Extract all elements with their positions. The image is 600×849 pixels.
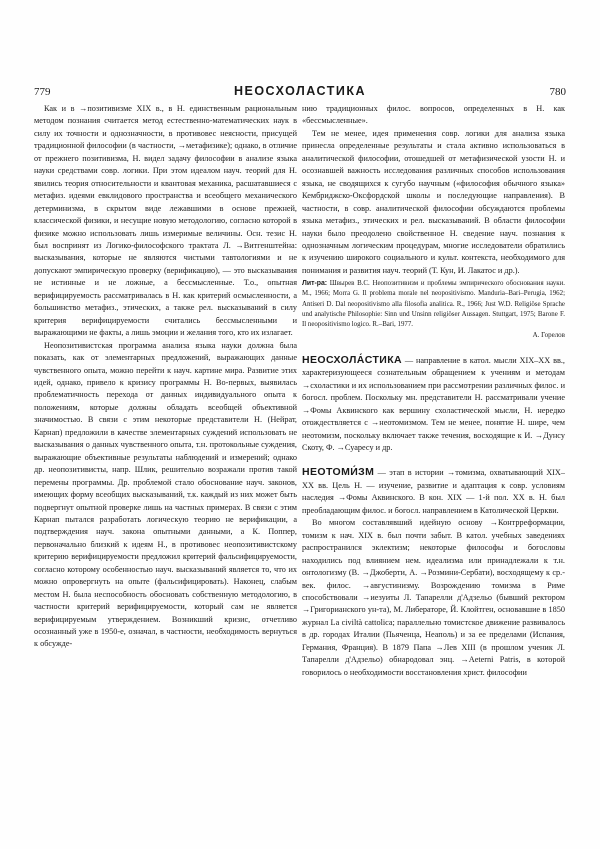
paragraph: Как и в →позитивизме XIX в., в Н. единственным рациональным методом познания считается метод естественно-математических наук в силу их точности и однозначности, в противовес неясности, присущей традиционной философии (в частности, →метафизике); однако, в отличие от прежнего позитивизма, Н. видел задачу философии в анализе языка науки средствами совр. логики. При этом идеалом науч. теорий для Н. явились теория относительности и квантовая механика, расшатавшиеся с метафиз. идеями евклидового пространства и всеобщего механического детерминизма, в скрытом виде лежавшими в основе прежней, классической физики, и несущие новую методологию, согласно которой в физике можно использовать лишь измеримые величины. Осн. тезис Н. был воспринят из Логико-философского трактата Л. →Витгенштейна: высказывания, которые не являются чистыми тавтологиями и не допускают эмпирическую проверку (верификацию), — это высказывания не истинные и не ложные, а бессмысленные. Т.о., опытная верифицируемость рассматривалась в Н. как критерий осмысленности, а большинство метафиз., этических, а также рел. высказываний в силу критерия верифицируемости считались бессмысленными и выражающими не факты, а лишь эмоции и желания того, кто их излагает.: [34, 104, 297, 338]
article-author: А. Горелов: [532, 330, 565, 339]
paragraph: Тем не менее, идея применения совр. логики для анализа языка принесла определенные результаты и стала активно использоваться в аналитической философии, отошедшей от метафизической узости Н. и осознавшей важность исследования различных способов использования языка, не сводящихся к сугубо научным («философия обычного языка» Кембриджско-Оксфордской школы и последующие направления). В частности, в совр. аналитической философии обсуждаются проблемы языка метафиз., этических и рел. высказываний. В области философии науки было преодолено свойственное Н. сведение науч. познания к однозначным логическим процедурам, многие исследователи обратились к изучению широкого социального и культ. контекста, необходимого для понимания и развития науч. теорий (Т. Кун, И. Лакатос и др.).: [302, 128, 565, 275]
entry-text: — направление в катол. мысли XIX–XX вв., характеризующееся сознательным обращением к учениям и методам →схоластики и их использованием при рассмотрении различных филос. и богосл. проблем. Поскольку мн. представители Н. рассматривали учение →Фомы Аквинского как вершину схоластической мысли, Н. нередко отождествляется с →неотомизмом. Тем не менее, понятие Н. шире, чем неотомизм, поскольку включает также течения, восходящие к И. →Дунсу Скоту, Ф. →Суаресу и др.: [302, 355, 565, 452]
page-number-left: 779: [34, 86, 51, 98]
entry-headword: НЕОТОМИ́ЗМ: [302, 466, 375, 479]
page-number-right: 780: [549, 86, 566, 98]
entry-neothomism: [302, 466, 565, 517]
literature-list: [302, 279, 565, 329]
literature-text: Швырев В.С. Неопозитивизм и проблемы эмпирического обоснования науки. М., 1966; Morra G. Il problema morale nel neopositivismo. Manduria–Bari–Perugia, 1962; Antiseri D. Dal neopositivismo alla filosofia analitica. R., 1966; Just W.D. Religiöse Sprache und analytische Philosophie: Sinn und Unsinn religiöser Aussagen. Stuttgart, 1975; Barone F. Il neopositivismo logico. R.–Bari, 1977.: [302, 280, 565, 328]
page-header: [0, 0, 600, 100]
running-title: НЕОСХОЛАСТИКА: [233, 84, 367, 98]
right-column: [302, 103, 565, 828]
paragraph: нию традиционных филос. вопросов, определенных в Н. как «бессмысленные».: [302, 104, 565, 126]
entry-text: — этап в истории →томизма, охватывающий XIX–XX вв. Цель Н. — изучение, развитие и адаптация к совр. условиям наследия →Фомы Аквинского. В кон. XIX — 1-й пол. XX в. Н. был преобладающим филос. и богосл. направлением в Католической Церкви.: [302, 468, 565, 515]
paragraph: Во многом составлявший идейную основу →Контрреформации, томизм к нач. XIX в. был почти забыт. В катол. учебных заведениях распространился эклектизм; некоторые философы и богословы находились под влиянием нем. идеализма или принадлежали к т.н. онтологизму (В. →Джоберти, А. →Розмини-Сербати), восходящему к ср.-век. филос. →августинизму. Возрождению томизма в Риме способствовали →иезуиты Л. Тапарелли д'Адзельо (бывший ректором →Григорианского ун-та), М. Либераторе, Й. Клойтген, основавшие в 1850 журнал La civiltà cattolica; параллельно томистское движение развивалось в др. городах Италии (Пьяченца, Неаполь) и за ее пределами (Испания, Германия, Франция). В 1879 Папа →Лев XIII (в прошлом ученик Л. Тапарелли д'Адзельо) обнародовал энц. →Aeterni Patris, в которой говорилось о необходимости восстановления христ. философии: [302, 518, 565, 677]
paragraph: Неопозитивистская программа анализа языка науки должна была показать, как от элементарных предложений, выражающих данные чувственного опыта, можно перейти к науч. картине мира. Развитие этих идей, однако, привело к кризису программы Н. Во-первых, выявилась проблематичность перехода от данных индивидуального опыта к положениям, которые должны обладать всеобщей объективной значимостью. В связи с этим некоторые представители Н. (Нейрат, Карнап) предложили в качестве элементарных суждений использовать не высказывания о данных чувственного опыта, т.н. протокольные суждения, выражающие объективные результаты наблюдений и измерений; однако др. неопозитивисты, напр. Шлик, решительно возражали против такой перемены программы. Др. проблемой стало обоснование науч. законов, имеющих форму всеобщих высказываний, т.к. каждый из них может быть подвергнут опытной проверке лишь на частных примерах. В связи с этим Карнап пытался разработать логическую теорию не верификации, а подтверждения науч. закона опытными данными, а К. Поппер, первоначально близкий к идеям Н., в противовес неопозитивистскому критерию верифицируемости предложил критерий фальсифицируемости, согласно которому особенностью науч. высказываний является то, что их можно опровергнуть на опыте (фальсифицировать). Наконец, слабым местом Н. была неспособность обосновать собственную методологию, в частности критерий верифицируемости, который сам не является верифицируемым утверждением. Возникший кризис, отчетливо осознанный уже в 1950-е, означал, в частности, необходимость вернуться к обсужде-: [34, 340, 297, 649]
left-column: [34, 103, 297, 828]
entry-headword: НЕОСХОЛА́СТИКА: [302, 353, 402, 366]
literature-label: Лит-ра:: [302, 280, 328, 288]
entry-neoscholasticism: [302, 354, 565, 455]
